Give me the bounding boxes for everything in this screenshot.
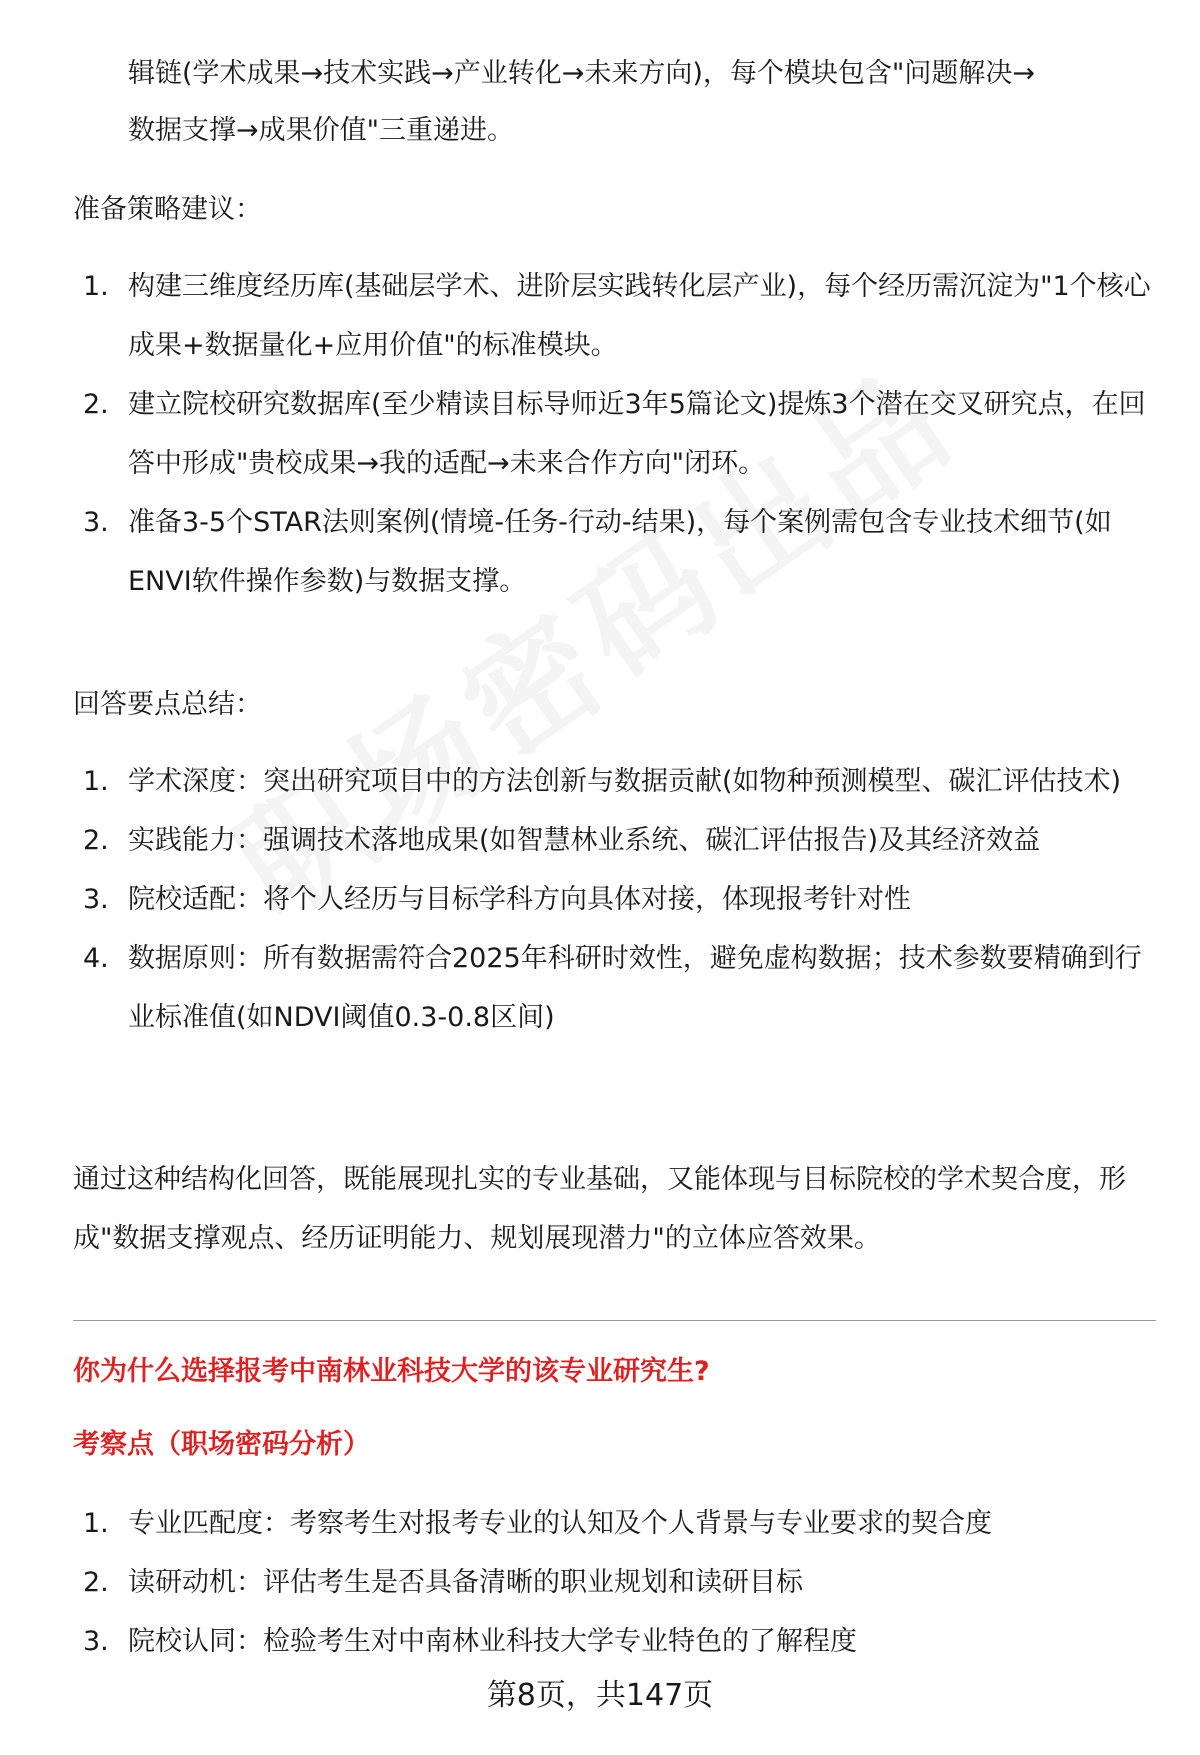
list-item: 4. 数据原则：所有数据需符合2025年科研时效性，避免虚构数据；技术参数要精确到行业标准值(如NDVI阈值0.3-0.8区间) [83, 943, 1142, 1033]
list-item: 1. 构建三维度经历库(基础层学术、进阶层实践转化层产业)，每个经历需沉淀为"1个核心成果+数据量化+应用价值"的标准模块。 [83, 271, 1151, 361]
section-divider [73, 1320, 1156, 1321]
prep-heading: 准备策略建议： [73, 194, 262, 225]
page-number-footer: 第8页，共147页 [486, 1678, 714, 1713]
list-item: 3. 院校认同：检验考生对中南林业科技大学专业特色的了解程度 [83, 1626, 857, 1657]
summary-heading: 回答要点总结： [73, 689, 262, 720]
list-item: 3. 准备3-5个STAR法则案例(情境-任务-行动-结果)，每个案例需包含专业技术细节(如ENVI软件操作参数)与数据支撑。 [83, 507, 1112, 597]
list-item: 2. 实践能力：强调技术落地成果(如智慧林业系统、碳汇评估报告)及其经济效益 [83, 825, 1041, 856]
intro-line-2: 数据支撑→成果价值"三重递进。 [128, 115, 515, 146]
conclusion-paragraph: 通过这种结构化回答，既能展现扎实的专业基础，又能体现与目标院校的学术契合度，形成"数据支撑观点、经历证明能力、规划展现潜力"的立体应答效果。 [73, 1164, 1126, 1254]
list-item: 3. 院校适配：将个人经历与目标学科方向具体对接，体现报考针对性 [83, 884, 911, 915]
summary-list [73, 752, 1163, 1047]
intro-line-1: 辑链(学术成果→技术实践→产业转化→未来方向)，每个模块包含"问题解决→ [128, 58, 1035, 89]
question-points-list [73, 1494, 1163, 1671]
list-item: 1. 学术深度：突出研究项目中的方法创新与数据贡献(如物种预测模型、碳汇评估技术) [83, 766, 1122, 797]
prep-list [73, 257, 1163, 611]
list-item: 2. 建立院校研究数据库(至少精读目标导师近3年5篇论文)提炼3个潜在交叉研究点，在回答中形成"贵校成果→我的适配→未来合作方向"闭环。 [83, 389, 1146, 479]
list-item: 2. 读研动机：评估考生是否具备清晰的职业规划和读研目标 [83, 1567, 803, 1598]
list-item: 1. 专业匹配度：考察考生对报考专业的认知及个人背景与专业要求的契合度 [83, 1508, 992, 1539]
question-subtitle: 考察点（职场密码分析） [73, 1429, 370, 1460]
question-title: 你为什么选择报考中南林业科技大学的该专业研究生? [73, 1356, 710, 1387]
